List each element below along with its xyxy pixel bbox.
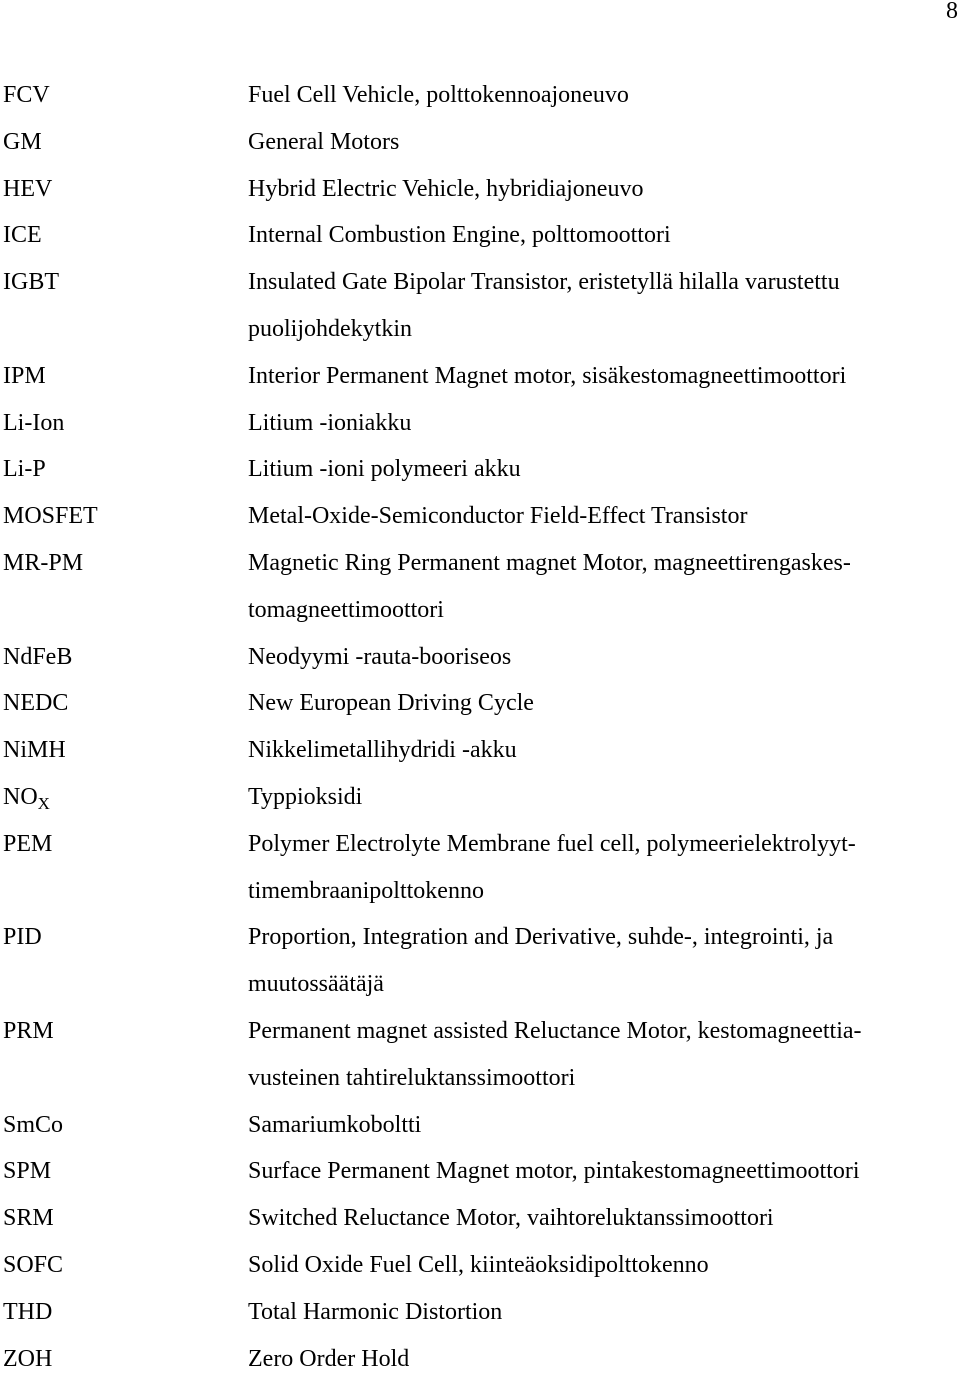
abbreviation-term-text: PEM	[3, 830, 53, 857]
abbreviation-entry	[0, 634, 960, 681]
abbreviation-entry	[0, 821, 960, 915]
definition-line: General Motors	[248, 128, 400, 155]
abbreviation-entry	[0, 1102, 960, 1149]
abbreviation-definition	[248, 353, 954, 400]
abbreviation-term	[3, 353, 46, 400]
abbreviation-entry	[0, 353, 960, 400]
definition-line: timembraanipolttokenno	[248, 877, 484, 904]
abbreviation-definition	[248, 1008, 954, 1102]
definition-line: Interior Permanent Magnet motor, sisäkestomagneettimoottori	[248, 362, 847, 389]
abbreviation-term	[3, 914, 42, 961]
abbreviation-definition	[248, 1148, 954, 1195]
abbreviation-term	[3, 212, 42, 259]
abbreviation-definition	[248, 72, 954, 119]
abbreviation-list	[0, 72, 960, 1382]
abbreviation-definition	[248, 400, 954, 447]
abbreviation-entry	[0, 72, 960, 119]
definition-line: tomagneettimoottori	[248, 596, 444, 623]
abbreviation-definition	[248, 821, 954, 915]
abbreviation-term	[3, 1195, 54, 1242]
definition-line: Total Harmonic Distortion	[248, 1298, 503, 1325]
abbreviation-term	[3, 1289, 52, 1336]
abbreviation-term	[3, 493, 98, 540]
abbreviation-term	[3, 400, 64, 447]
abbreviation-entry	[0, 680, 960, 727]
abbreviation-term-text: PID	[3, 924, 42, 951]
abbreviation-term-text: Li-Ion	[3, 409, 65, 436]
abbreviation-definition	[248, 680, 954, 727]
abbreviation-definition	[248, 166, 954, 213]
abbreviation-entry	[0, 400, 960, 447]
definition-line: Magnetic Ring Permanent magnet Motor, magneettirengaskes-	[248, 549, 851, 576]
abbreviation-term-text: Li-P	[3, 456, 46, 483]
abbreviation-entry	[0, 1242, 960, 1289]
definition-line: Nikkelimetallihydridi -akku	[248, 737, 517, 764]
abbreviation-definition	[248, 1336, 954, 1382]
abbreviation-definition	[248, 493, 954, 540]
abbreviation-entry	[0, 1008, 960, 1102]
abbreviation-term-text: NEDC	[3, 690, 69, 717]
abbreviation-term-text: MR-PM	[3, 549, 84, 576]
abbreviation-entry	[0, 540, 960, 634]
abbreviation-definition	[248, 1195, 954, 1242]
abbreviation-entry	[0, 1195, 960, 1242]
abbreviation-definition	[248, 914, 954, 1008]
abbreviation-term-text: PRM	[3, 1017, 54, 1044]
definition-line: Litium -ioniakku	[248, 409, 412, 436]
definition-line: Internal Combustion Engine, polttomoottori	[248, 222, 671, 249]
abbreviation-term	[3, 774, 50, 821]
abbreviation-term-text: GM	[3, 128, 42, 155]
abbreviation-term-text: FCV	[3, 82, 50, 108]
abbreviation-term-text: IGBT	[3, 269, 59, 296]
abbreviation-term	[3, 680, 68, 727]
abbreviation-term-text: ICE	[3, 222, 42, 249]
abbreviation-term	[3, 1102, 63, 1149]
abbreviation-term	[3, 259, 59, 306]
abbreviation-definition	[248, 259, 954, 353]
abbreviation-entry	[0, 119, 960, 166]
definition-line: Solid Oxide Fuel Cell, kiinteäoksidipolttokenno	[248, 1251, 709, 1278]
abbreviation-term	[3, 1242, 63, 1289]
abbreviation-term-text: HEV	[3, 175, 53, 202]
definition-line: Neodyymi -rauta-booriseos	[248, 643, 512, 670]
abbreviation-term	[3, 72, 50, 119]
abbreviation-term	[3, 446, 46, 493]
abbreviation-definition	[248, 119, 954, 166]
abbreviation-definition	[248, 1102, 954, 1149]
abbreviation-term	[3, 821, 52, 868]
definition-line: Typpioksidi	[248, 783, 363, 810]
abbreviation-term	[3, 1336, 52, 1382]
abbreviation-definition	[248, 212, 954, 259]
abbreviation-definition	[248, 727, 954, 774]
definition-line: Litium -ioni polymeeri akku	[248, 456, 521, 483]
abbreviation-term	[3, 540, 83, 587]
abbreviation-entry	[0, 166, 960, 213]
abbreviation-entry	[0, 774, 960, 821]
page-number: 8	[946, 0, 958, 24]
abbreviation-term-text: SOFC	[3, 1251, 64, 1278]
definition-line: Hybrid Electric Vehicle, hybridiajoneuvo	[248, 175, 644, 202]
abbreviation-definition	[248, 540, 954, 634]
definition-line: Fuel Cell Vehicle, polttokennoajoneuvo	[248, 82, 629, 108]
definition-line: Polymer Electrolyte Membrane fuel cell, polymeerielektrolyyt-	[248, 830, 856, 857]
definition-line: Surface Permanent Magnet motor, pintakestomagneettimoottori	[248, 1158, 860, 1185]
definition-line: Zero Order Hold	[248, 1345, 410, 1372]
definition-line: Insulated Gate Bipolar Transistor, eristetyllä hilalla varustettu	[248, 269, 840, 296]
abbreviation-term	[3, 727, 66, 774]
abbreviation-term-text: NdFeB	[3, 643, 73, 670]
definition-line: vusteinen tahtireluktanssimoottori	[248, 1064, 576, 1091]
abbreviation-term-text: SmCo	[3, 1111, 64, 1138]
definition-line: muutossäätäjä	[248, 971, 384, 998]
abbreviation-term-text: NO	[3, 783, 38, 810]
definition-line: Samariumkoboltti	[248, 1111, 422, 1138]
abbreviation-term-text: SPM	[3, 1158, 52, 1185]
abbreviation-definition	[248, 1242, 954, 1289]
abbreviation-term-text: NiMH	[3, 737, 66, 764]
abbreviation-term	[3, 166, 52, 213]
abbreviation-entry	[0, 1289, 960, 1336]
abbreviation-entry	[0, 1148, 960, 1195]
abbreviation-entry	[0, 212, 960, 259]
abbreviation-entry	[0, 727, 960, 774]
definition-line: puolijohdekytkin	[248, 315, 412, 342]
abbreviation-term	[3, 1008, 54, 1055]
abbreviation-term	[3, 1148, 51, 1195]
abbreviation-entry	[0, 259, 960, 353]
definition-line: Metal-Oxide-Semiconductor Field-Effect Transistor	[248, 503, 748, 530]
abbreviation-entry	[0, 446, 960, 493]
definition-line: Switched Reluctance Motor, vaihtoreluktanssimoottori	[248, 1205, 774, 1232]
abbreviation-term-text: IPM	[3, 362, 46, 389]
abbreviation-term-text: MOSFET	[3, 503, 98, 530]
abbreviation-term	[3, 634, 72, 681]
definition-line: Permanent magnet assisted Reluctance Motor, kestomagneettia-	[248, 1017, 862, 1044]
abbreviation-term	[3, 119, 42, 166]
abbreviation-definition	[248, 446, 954, 493]
abbreviation-entry	[0, 914, 960, 1008]
abbreviation-definition	[248, 774, 954, 821]
abbreviation-term-text: THD	[3, 1298, 53, 1325]
abbreviation-definition	[248, 634, 954, 681]
definition-line: New European Driving Cycle	[248, 690, 534, 717]
definition-line: Proportion, Integration and Derivative, suhde-, integrointi, ja	[248, 924, 834, 951]
abbreviation-entry	[0, 493, 960, 540]
abbreviation-entry	[0, 1336, 960, 1382]
abbreviation-definition	[248, 1289, 954, 1336]
abbreviation-term-subscript: X	[37, 793, 50, 813]
abbreviation-term-text: SRM	[3, 1205, 54, 1232]
abbreviation-term-text: ZOH	[3, 1345, 53, 1372]
